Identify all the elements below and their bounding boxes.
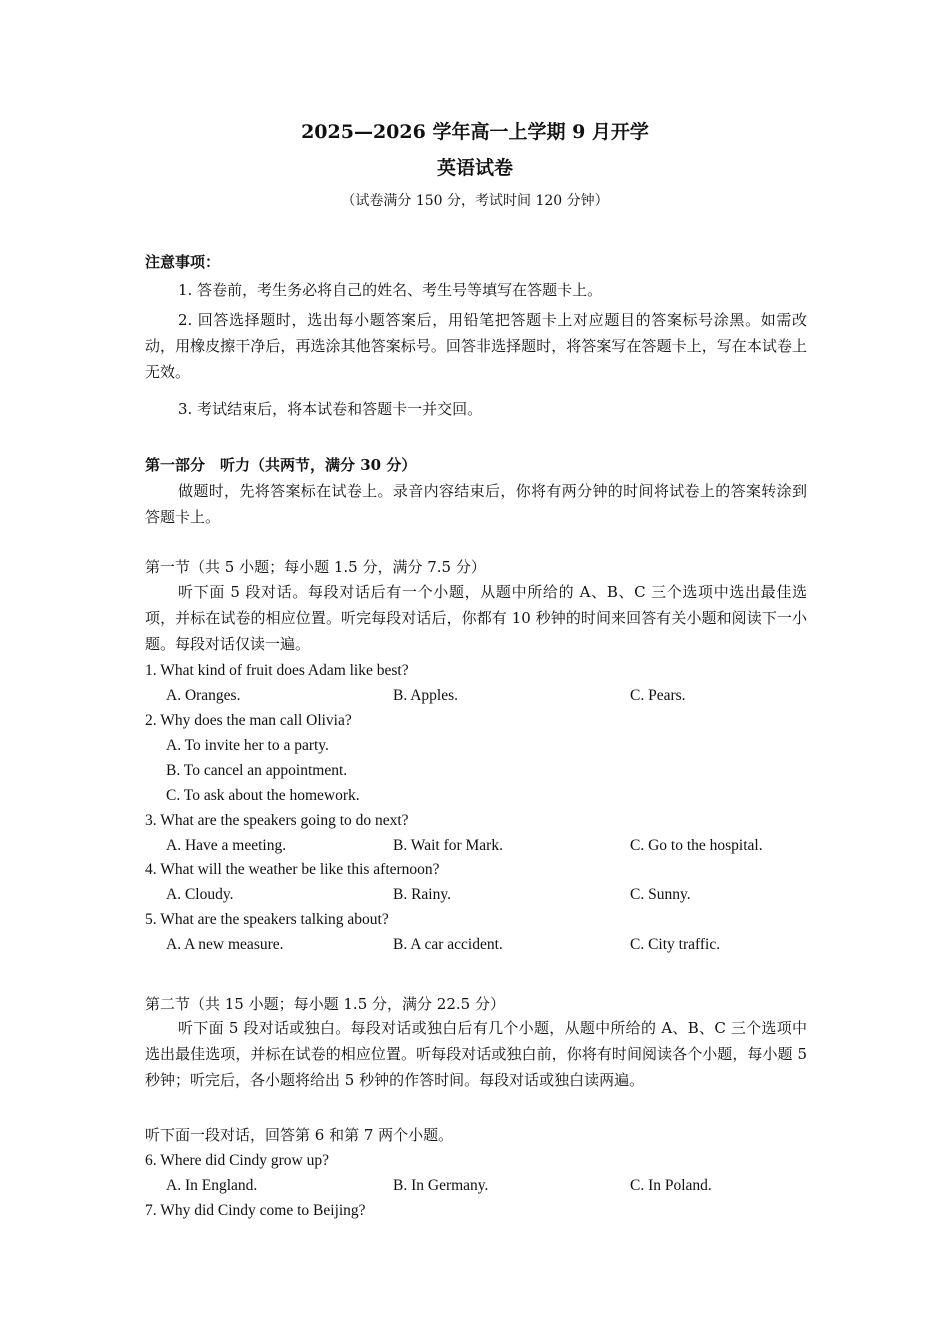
question-1-stem: 1. What kind of fruit does Adam like best?: [145, 662, 409, 679]
question-6-option-c: C. In Poland.: [630, 1177, 712, 1194]
notice-item-3: 3. 考试结束后，将本试卷和答题卡一并交回。: [178, 400, 483, 418]
question-6-option-a: A. In England.: [166, 1177, 258, 1194]
question-4-option-c: C. Sunny.: [630, 886, 691, 903]
question-3-stem: 3. What are the speakers going to do next?: [145, 812, 409, 829]
question-4-option-b: B. Rainy.: [393, 886, 451, 903]
notice-heading: 注意事项：: [145, 253, 221, 271]
notice-item-1: 1. 答卷前，考生务必将自己的姓名、考生号等填写在答题卡上。: [178, 281, 603, 299]
exam-time-note: （试卷满分 150 分，考试时间 120 分钟）: [341, 193, 609, 209]
question-2-option-c: C. To ask about the homework.: [166, 787, 360, 804]
question-6-stem: 6. Where did Cindy grow up?: [145, 1152, 329, 1169]
question-5-option-b: B. A car accident.: [393, 936, 503, 953]
question-1-option-a: A. Oranges.: [166, 687, 241, 704]
question-2-option-b: B. To cancel an appointment.: [166, 762, 348, 779]
part1-heading: 第一部分 听力（共两节，满分 30 分）: [145, 456, 417, 474]
question-2-stem: 2. Why does the man call Olivia?: [145, 712, 352, 729]
exam-title: 2025—2026 学年高一上学期 9 月开学: [301, 121, 649, 143]
question-6-option-b: B. In Germany.: [393, 1177, 489, 1194]
question-3-option-c: C. Go to the hospital.: [630, 837, 763, 854]
question-4-stem: 4. What will the weather be like this afternoon?: [145, 861, 440, 878]
question-5-option-a: A. A new measure.: [166, 936, 284, 953]
question-3-option-a: A. Have a meeting.: [166, 837, 287, 854]
section1-intro: 听下面 5 段对话。每段对话后有一个小题，从题中所给的 A、B、C 三个选项中选出最佳选项，并标在试卷的相应位置。听完每段对话后，你都有 10 秒钟的时间来回答有关小题和阅读下一小题。每段对话仅读一遍。: [145, 583, 807, 653]
section2-intro: 听下面 5 段对话或独白。每段对话或独白后有几个小题，从题中所给的 A、B、C 三个选项中选出最佳选项，并标在试卷的相应位置。听每段对话或独白前，你将有时间阅读各个小题，每小题 5 秒钟；听完后，各小题将给出 5 秒钟的作答时间。每段对话或独白读两遍。: [145, 1019, 807, 1089]
notice-item-2: 2. 回答选择题时，选出每小题答案后，用铅笔把答题卡上对应题目的答案标号涂黑。如需改动，用橡皮擦干净后，再选涂其他答案标号。回答非选择题时，将答案写在答题卡上，写在本试卷上无效。: [145, 311, 807, 381]
part1-intro: 做题时，先将答案标在试卷上。录音内容结束后，你将有两分钟的时间将试卷上的答案转涂到答题卡上。: [145, 482, 807, 526]
section1-heading: 第一节（共 5 小题；每小题 1.5 分，满分 7.5 分）: [145, 558, 486, 576]
exam-subject-title: 英语试卷: [436, 157, 513, 179]
question-3-option-b: B. Wait for Mark.: [393, 837, 503, 854]
section2-heading: 第二节（共 15 小题；每小题 1.5 分，满分 22.5 分）: [145, 995, 505, 1013]
group-intro-q6-q7: 听下面一段对话，回答第 6 和第 7 两个小题。: [145, 1126, 454, 1144]
question-4-option-a: A. Cloudy.: [166, 886, 234, 903]
question-7-stem: 7. Why did Cindy come to Beijing?: [145, 1202, 366, 1219]
question-5-option-c: C. City traffic.: [630, 936, 721, 953]
question-5-stem: 5. What are the speakers talking about?: [145, 911, 389, 928]
question-1-option-b: B. Apples.: [393, 687, 459, 704]
question-1-option-c: C. Pears.: [630, 687, 686, 704]
question-2-option-a: A. To invite her to a party.: [166, 737, 329, 754]
